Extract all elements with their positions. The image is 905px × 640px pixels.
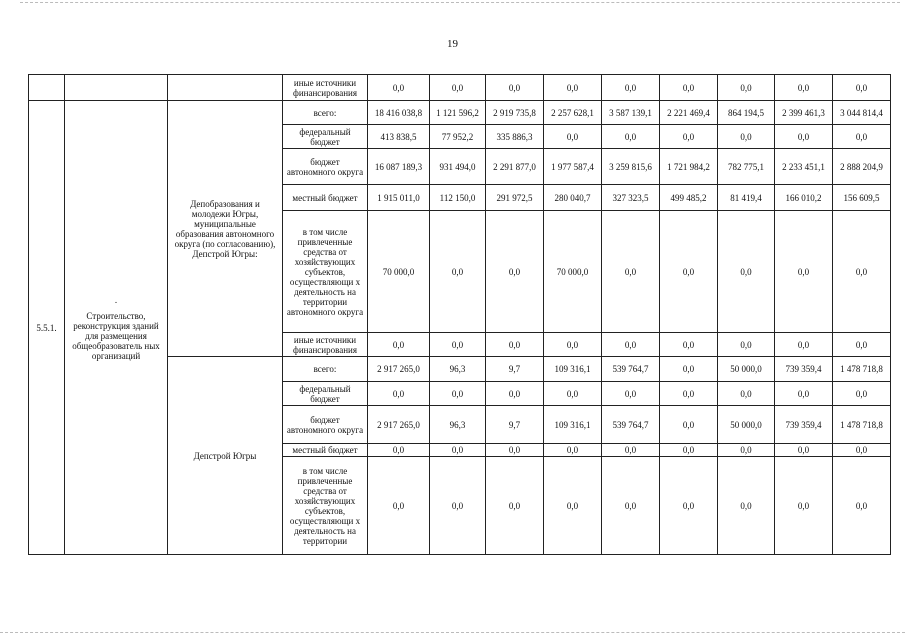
value-cell: 0,0 [544,75,602,101]
value-cell: 81 419,4 [718,185,775,211]
value-cell: 9,7 [486,406,544,444]
value-cell: 2 917 265,0 [368,357,430,382]
value-cell: 0,0 [430,75,486,101]
funding-source-label: иные источники финансирования [283,333,368,357]
value-cell: 96,3 [430,357,486,382]
value-cell: 0,0 [660,75,718,101]
value-cell: 0,0 [544,457,602,555]
value-cell: 16 087 189,3 [368,149,430,185]
funding-source-label: бюджет автономного округа [283,406,368,444]
value-cell: 0,0 [833,444,891,457]
page-top-edge [20,2,900,3]
executor-name: Депстрой Югры [168,357,283,555]
value-cell: 864 194,5 [718,101,775,125]
value-cell: 0,0 [430,333,486,357]
value-cell: 2 233 451,1 [775,149,833,185]
value-cell: 0,0 [368,444,430,457]
value-cell: 2 257 628,1 [544,101,602,125]
value-cell: 2 221 469,4 [660,101,718,125]
value-cell: 0,0 [368,333,430,357]
funding-source-label: в том числе привлеченные средства от хозяйствующих субъектов, осуществляющи х деятельность на территории автономного округа [283,211,368,333]
value-cell: 739 359,4 [775,357,833,382]
value-cell: 0,0 [775,75,833,101]
table-row [29,75,891,101]
value-cell: 0,0 [660,125,718,149]
budget-table [28,74,891,555]
value-cell: 0,0 [602,457,660,555]
value-cell: 0,0 [775,125,833,149]
value-cell: 0,0 [486,382,544,406]
value-cell: 96,3 [430,406,486,444]
value-cell: 0,0 [602,75,660,101]
funding-source-label: всего: [283,101,368,125]
value-cell: 0,0 [486,333,544,357]
funding-source-label: всего: [283,357,368,382]
table-body [29,75,891,555]
value-cell: 109 316,1 [544,357,602,382]
value-cell: 156 609,5 [833,185,891,211]
value-cell: 1 478 718,8 [833,357,891,382]
executor-cell-empty [168,75,283,101]
funding-source-label: в том числе привлеченные средства от хозяйствующих субъектов, осуществляющи х деятельность на территории [283,457,368,555]
page-bottom-edge [0,632,905,633]
value-cell: 0,0 [660,406,718,444]
value-cell: 3 044 814,4 [833,101,891,125]
value-cell: 0,0 [775,211,833,333]
value-cell: 2 399 461,3 [775,101,833,125]
value-cell: 0,0 [602,333,660,357]
value-cell: 280 040,7 [544,185,602,211]
value-cell: 0,0 [833,125,891,149]
value-cell: 0,0 [660,382,718,406]
value-cell: 0,0 [660,333,718,357]
value-cell: 1 121 596,2 [430,101,486,125]
value-cell: 77 952,2 [430,125,486,149]
value-cell: 1 977 587,4 [544,149,602,185]
funding-source-label: федеральный бюджет [283,382,368,406]
value-cell: 931 494,0 [430,149,486,185]
value-cell: 0,0 [833,457,891,555]
value-cell: 50 000,0 [718,357,775,382]
funding-source-label: бюджет автономного округа [283,149,368,185]
value-cell: 0,0 [430,457,486,555]
page-number: 19 [447,38,458,50]
value-cell: 0,0 [486,444,544,457]
value-cell: 2 917 265,0 [368,406,430,444]
value-cell: 0,0 [718,457,775,555]
value-cell: 0,0 [486,75,544,101]
value-cell: 2 291 877,0 [486,149,544,185]
value-cell: 0,0 [718,444,775,457]
value-cell: 0,0 [775,444,833,457]
value-cell: 0,0 [430,444,486,457]
value-cell: 0,0 [544,444,602,457]
executor-name: Депобразования и молодежи Югры, муниципальные образования автономного округа (по согласованию), Депстрой Югры: [168,101,283,357]
value-cell: 1 478 718,8 [833,406,891,444]
measure-cell-empty [65,75,168,101]
value-cell: 0,0 [718,333,775,357]
value-cell: 109 316,1 [544,406,602,444]
code-cell-empty [29,75,65,101]
value-cell: 0,0 [660,457,718,555]
value-cell: 0,0 [486,457,544,555]
value-cell: 0,0 [430,211,486,333]
value-cell: 0,0 [775,333,833,357]
value-cell: 70 000,0 [368,211,430,333]
value-cell: 2 919 735,8 [486,101,544,125]
value-cell: 9,7 [486,357,544,382]
value-cell: 0,0 [602,382,660,406]
value-cell: 0,0 [718,211,775,333]
funding-source-label: иные источники финансирования [283,75,368,101]
measure-code: 5.5.1. [29,101,65,555]
value-cell: 0,0 [660,211,718,333]
funding-source-label: местный бюджет [283,185,368,211]
value-cell: 499 485,2 [660,185,718,211]
measure-name: Строительство, реконструкция зданий для размещения общеобразователь ных организаций [72,310,160,361]
value-cell: 0,0 [544,333,602,357]
value-cell: 0,0 [833,211,891,333]
value-cell: 1 721 984,2 [660,149,718,185]
value-cell: 0,0 [718,125,775,149]
value-cell: 112 150,0 [430,185,486,211]
funding-source-label: федеральный бюджет [283,125,368,149]
value-cell: 0,0 [833,75,891,101]
measure-dot: . [114,294,118,305]
value-cell: 1 915 011,0 [368,185,430,211]
value-cell: 0,0 [833,333,891,357]
value-cell: 166 010,2 [775,185,833,211]
value-cell: 3 587 139,1 [602,101,660,125]
value-cell: 0,0 [368,75,430,101]
value-cell: 0,0 [775,457,833,555]
value-cell: 2 888 204,9 [833,149,891,185]
value-cell: 0,0 [660,357,718,382]
value-cell: 0,0 [486,211,544,333]
value-cell: 739 359,4 [775,406,833,444]
value-cell: 0,0 [775,382,833,406]
measure-name-cell [65,101,168,555]
value-cell: 782 775,1 [718,149,775,185]
value-cell: 0,0 [602,211,660,333]
value-cell: 0,0 [544,382,602,406]
value-cell: 0,0 [368,382,430,406]
value-cell: 0,0 [718,382,775,406]
value-cell: 0,0 [544,125,602,149]
value-cell: 0,0 [430,382,486,406]
funding-source-label: местный бюджет [283,444,368,457]
value-cell: 539 764,7 [602,406,660,444]
value-cell: 18 416 038,8 [368,101,430,125]
value-cell: 335 886,3 [486,125,544,149]
value-cell: 0,0 [718,75,775,101]
value-cell: 0,0 [368,457,430,555]
value-cell: 70 000,0 [544,211,602,333]
value-cell: 291 972,5 [486,185,544,211]
value-cell: 413 838,5 [368,125,430,149]
table-row [29,101,891,125]
value-cell: 0,0 [602,444,660,457]
value-cell: 0,0 [833,382,891,406]
value-cell: 0,0 [660,444,718,457]
value-cell: 539 764,7 [602,357,660,382]
value-cell: 50 000,0 [718,406,775,444]
value-cell: 327 323,5 [602,185,660,211]
value-cell: 0,0 [602,125,660,149]
value-cell: 3 259 815,6 [602,149,660,185]
